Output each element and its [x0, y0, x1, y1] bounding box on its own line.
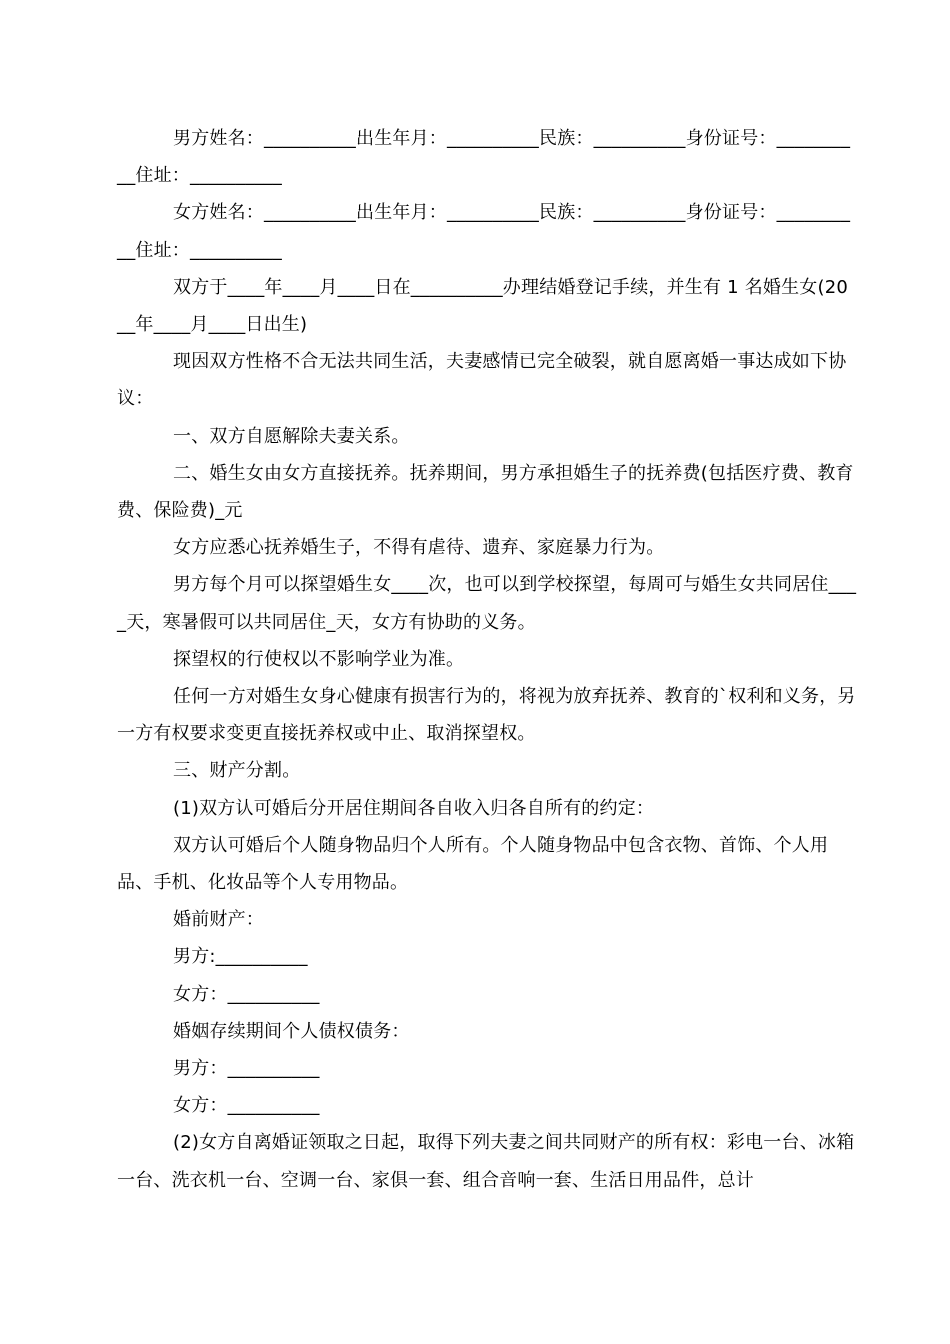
paragraph-clause-1: 一、双方自愿解除夫妻关系。 — [173, 425, 410, 447]
paragraph-premarital-female: 女方：__________ — [173, 983, 320, 1005]
paragraph-custody-change: 任何一方对婚生女身心健康有损害行为的，将视为放弃抚养、教育的`权利和义务，另一方有权要求变更直接抚养权或中止、取消探望权。 — [117, 686, 856, 745]
paragraph-male-info: 男方姓名：__________出生年月：__________民族：__________身份证号：__________住址：__________ — [117, 128, 851, 187]
paragraph-property-1: (1)双方认可婚后分开居住期间各自收入归各自所有的约定： — [173, 797, 655, 819]
paragraph-clause-3: 三、财产分割。 — [173, 760, 301, 782]
paragraph-personal-items: 双方认可婚后个人随身物品归个人所有。个人随身物品中包含衣物、首饰、个人用品、手机、化妆品等个人专用物品。 — [117, 834, 829, 894]
paragraph-debts-heading: 婚姻存续期间个人债权债务： — [173, 1020, 410, 1042]
paragraph-female-info: 女方姓名：__________出生年月：__________民族：__________身份证号：__________住址：__________ — [117, 202, 851, 261]
paragraph-agreement-intro: 现因双方性格不合无法共同生活，夫妻感情已完全破裂，就自愿离婚一事达成如下协议： — [117, 351, 847, 410]
paragraph-premarital-heading: 婚前财产： — [173, 909, 264, 931]
document-body — [117, 120, 857, 1199]
paragraph-clause-2: 二、婚生女由女方直接抚养。抚养期间，男方承担婚生子的抚养费(包括医疗费、教育费、保险费)_元 — [117, 462, 854, 522]
paragraph-custody-duty: 女方应悉心抚养婚生子，不得有虐待、遗弃、家庭暴力行为。 — [173, 537, 665, 559]
paragraph-visitation-limit: 探望权的行使权以不影响学业为准。 — [173, 648, 465, 670]
paragraph-premarital-male: 男方:__________ — [173, 946, 308, 968]
paragraph-property-2: (2)女方自离婚证领取之日起，取得下列夫妻之间共同财产的所有权：彩电一台、冰箱一台、洗衣机一台、空调一台、家俱一套、组合音响一套、生活日用品件，总计 — [117, 1132, 855, 1191]
paragraph-debts-female: 女方：__________ — [173, 1095, 320, 1117]
paragraph-visitation: 男方每个月可以探望婚生女____次，也可以到学校探望，每周可与婚生女共同居住____天，寒暑假可以共同居住_天，女方有协助的义务。 — [117, 574, 857, 633]
paragraph-debts-male: 男方：__________ — [173, 1058, 320, 1080]
paragraph-marriage-registration: 双方于____年____月____日在__________办理结婚登记手续，并生有 1 名婚生女(20__年____月____日出生) — [117, 276, 849, 336]
